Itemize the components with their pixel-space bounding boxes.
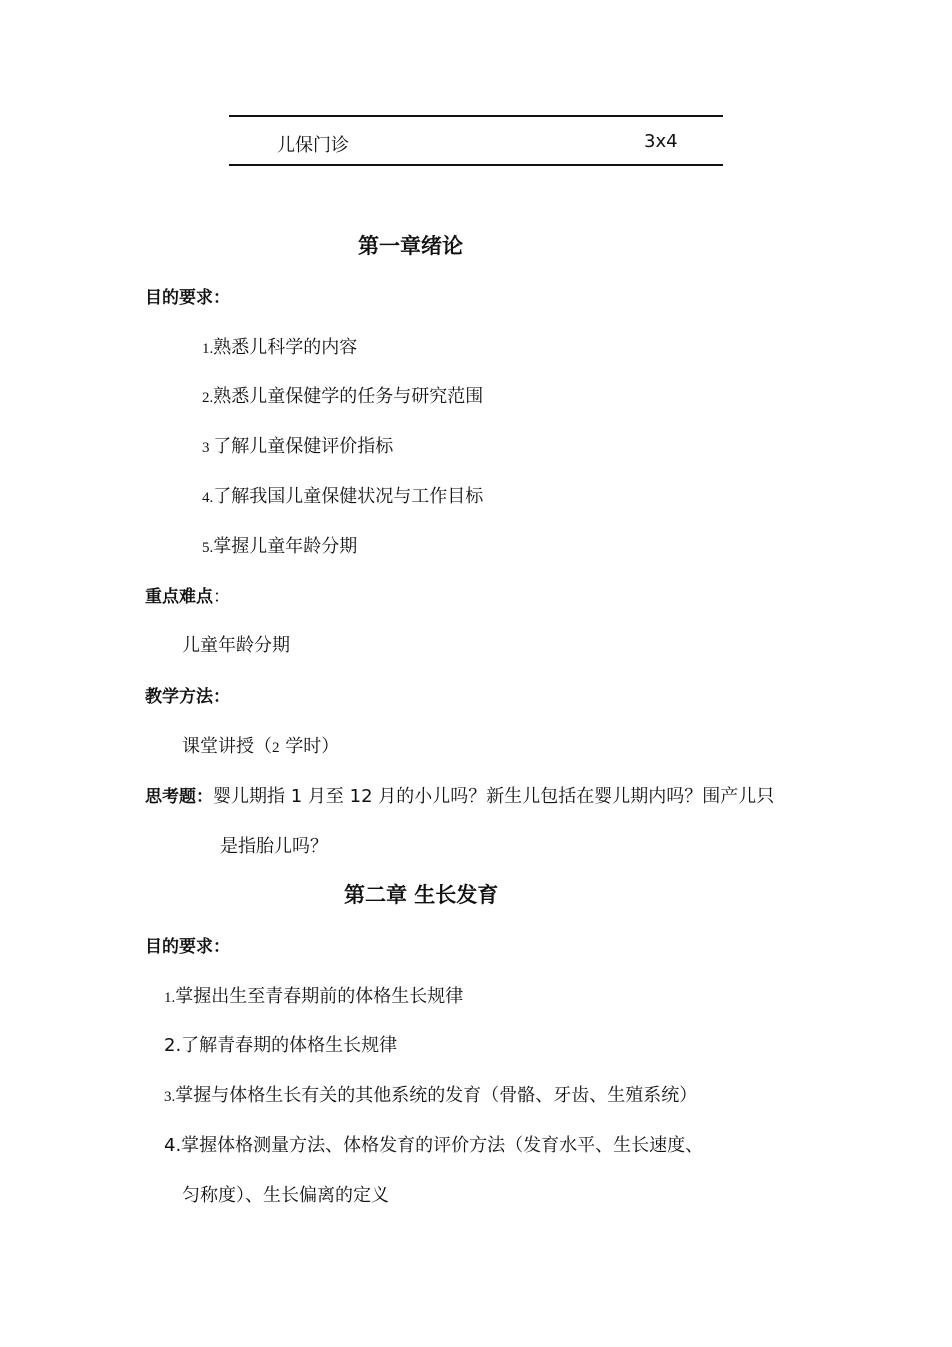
chapter2-objective-item-continued: 匀称度）、生长偏离的定义 (182, 1185, 389, 1206)
thinking-label: 思考题： (145, 787, 213, 807)
chapter1-keypoints-text: 儿童年龄分期 (182, 635, 290, 656)
item-number: 3. (164, 1089, 176, 1105)
keypoints-label-text: 重点难点 (145, 587, 213, 607)
item-text: 了解我国儿童保健状况与工作目标 (213, 486, 484, 507)
item-number: 5. (202, 540, 214, 556)
chapter2-objectives-label: 目的要求： (145, 937, 230, 957)
chapter1-objectives-label: 目的要求： (145, 288, 230, 308)
chapter1-objective-item (202, 482, 483, 508)
chapter1-thinking-line2: 是指胎儿吗？ (220, 836, 328, 857)
chapter1-keypoints-label (145, 582, 230, 607)
method-hours-number: 2 (272, 740, 280, 756)
chapter2-title: 第二章 生长发育 (344, 883, 499, 907)
item-text: 掌握出生至青春期前的体格生长规律 (175, 986, 464, 1007)
item-number: 4. (202, 490, 214, 506)
item-text: 熟悉儿童保健学的任务与研究范围 (213, 386, 484, 407)
chapter2-objective-item (164, 1081, 697, 1107)
chapter2-objective-item: 2.了解青春期的体格生长规律 (164, 1035, 398, 1056)
table-cell-clinic-value: 3x4 (644, 131, 678, 152)
chapter1-title: 第一章绪论 (358, 234, 463, 258)
table-bottom-rule (229, 164, 723, 166)
thinking-line1: 婴儿期指 1 月至 12 月的小儿吗？新生儿包括在婴儿期内吗？围产儿只 (213, 786, 775, 807)
method-text-b: 学时） (279, 736, 340, 757)
method-text-a: 课堂讲授（ (182, 736, 272, 757)
chapter1-method-label: 教学方法： (145, 687, 230, 707)
chapter2-objective-item (164, 982, 463, 1008)
chapter1-objective-item (202, 432, 393, 458)
chapter2-objective-item: 4.掌握体格测量方法、体格发育的评价方法（发育水平、生长速度、 (164, 1135, 704, 1156)
table-cell-clinic-name: 儿保门诊 (277, 135, 349, 156)
chapter1-thinking-question (145, 782, 774, 808)
chapter1-objective-item (202, 333, 357, 359)
chapter1-method-text (182, 732, 339, 758)
item-number: 1. (202, 341, 214, 357)
table-top-rule (229, 115, 723, 117)
chapter1-objective-item (202, 532, 357, 558)
chapter1-objective-item (202, 382, 483, 408)
item-text: 熟悉儿科学的内容 (213, 337, 358, 358)
item-number: 2. (202, 390, 214, 406)
item-text: 掌握儿童年龄分期 (213, 536, 358, 557)
keypoints-colon: ： (213, 587, 230, 607)
item-number: 3 (202, 440, 214, 456)
item-text: 了解儿童保健评价指标 (213, 436, 394, 457)
item-text: 掌握与体格生长有关的其他系统的发育（骨骼、牙齿、生殖系统） (175, 1085, 698, 1106)
item-number: 1. (164, 990, 176, 1006)
